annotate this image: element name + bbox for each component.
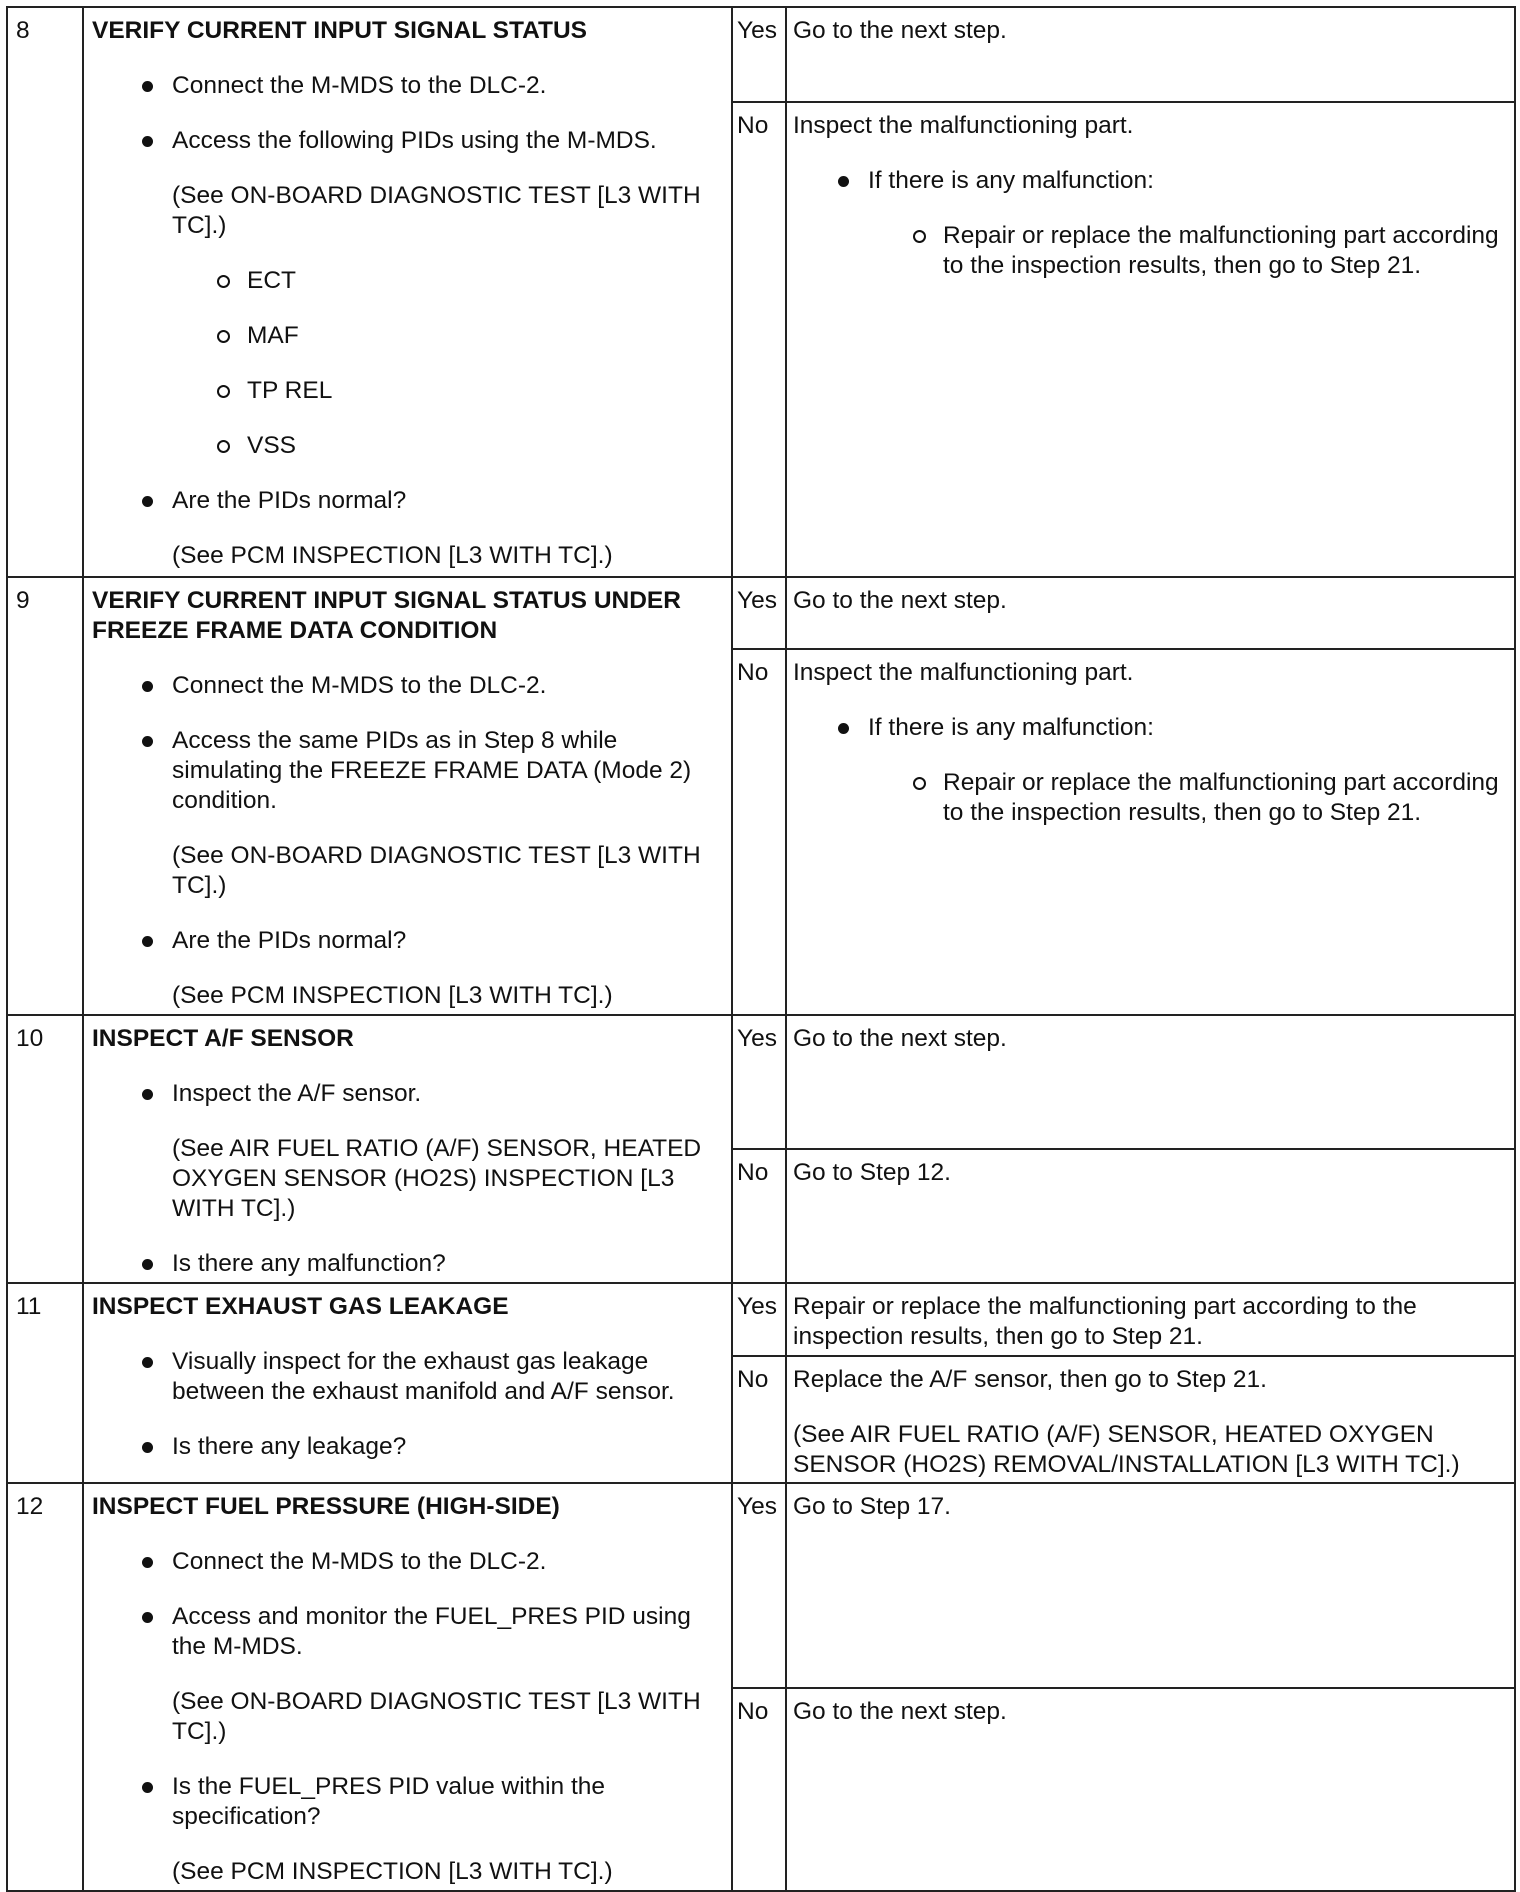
yes-label: Yes <box>732 1483 786 1688</box>
step-row-8-yes <box>7 7 1515 102</box>
action-text: Go to the next step. <box>793 1025 1007 1052</box>
yes-label: Yes <box>732 1283 786 1356</box>
action-bullet: If there is any malfunction: <box>868 166 1500 196</box>
step-title: INSPECT EXHAUST GAS LEAKAGE <box>92 1293 509 1320</box>
sub-bullet-item: TP REL <box>247 376 719 406</box>
yes-action <box>786 1283 1515 1356</box>
action-text: Replace the A/F sensor, then go to Step 21. <box>793 1366 1267 1393</box>
step-test-cell <box>83 1283 732 1483</box>
no-label: No <box>732 649 786 1015</box>
step-test-cell <box>83 1015 732 1283</box>
no-label: No <box>732 102 786 577</box>
bullet-item: Are the PIDs normal? <box>172 486 719 516</box>
step-row-10-yes <box>7 1015 1515 1149</box>
reference-note: (See PCM INSPECTION [L3 WITH TC].) <box>172 542 613 569</box>
bullet-item: Is there any malfunction? <box>172 1249 719 1279</box>
bullet-item: Access the same PIDs as in Step 8 while simulating the FREEZE FRAME DATA (Mode 2) condition. <box>172 726 719 816</box>
yes-label: Yes <box>732 7 786 102</box>
action-sub-bullet: Repair or replace the malfunctioning part according to the inspection results, then go to Step 21. <box>943 222 1499 279</box>
bullet-item: Is the FUEL_PRES PID value within the specification? <box>172 1772 719 1832</box>
diagnostic-step-table <box>6 6 1516 1892</box>
bullet-item: Access the following PIDs using the M-MDS. <box>172 126 719 156</box>
bullet-item: Is there any leakage? <box>172 1432 719 1462</box>
yes-label: Yes <box>732 1015 786 1149</box>
reference-note: (See PCM INSPECTION [L3 WITH TC].) <box>172 982 613 1009</box>
step-test-cell <box>83 1483 732 1891</box>
action-text: Inspect the malfunctioning part. <box>793 659 1134 686</box>
no-action <box>786 1356 1515 1483</box>
reference-note: (See ON-BOARD DIAGNOSTIC TEST [L3 WITH TC].) <box>172 1688 701 1745</box>
no-action <box>786 1149 1515 1283</box>
yes-action <box>786 577 1515 649</box>
bullet-item: Are the PIDs normal? <box>172 926 719 956</box>
action-text: Go to the next step. <box>793 17 1007 44</box>
no-label: No <box>732 1356 786 1483</box>
action-bullet: If there is any malfunction: <box>868 713 1500 743</box>
bullet-item: Visually inspect for the exhaust gas leakage between the exhaust manifold and A/F sensor. <box>172 1347 719 1407</box>
action-text: Repair or replace the malfunctioning part according to the inspection results, then go to Step 21. <box>793 1293 1417 1350</box>
yes-action <box>786 7 1515 102</box>
action-text: Go to Step 17. <box>793 1493 951 1520</box>
reference-note: (See ON-BOARD DIAGNOSTIC TEST [L3 WITH TC].) <box>172 842 701 899</box>
bullet-item: Connect the M-MDS to the DLC-2. <box>172 671 719 701</box>
no-action <box>786 102 1515 577</box>
step-number: 9 <box>7 577 83 1015</box>
diagnostic-procedure-page <box>6 6 1514 1888</box>
yes-label: Yes <box>732 577 786 649</box>
sub-bullet-item: MAF <box>247 321 719 351</box>
step-test-cell <box>83 577 732 1015</box>
bullet-item: Access and monitor the FUEL_PRES PID using the M-MDS. <box>172 1602 719 1662</box>
bullet-item: Inspect the A/F sensor. <box>172 1079 719 1109</box>
step-title: INSPECT FUEL PRESSURE (HIGH-SIDE) <box>92 1493 560 1520</box>
step-number: 11 <box>7 1283 83 1483</box>
action-sub-bullet: Repair or replace the malfunctioning part according to the inspection results, then go to Step 21. <box>943 769 1499 826</box>
step-number: 12 <box>7 1483 83 1891</box>
no-action <box>786 649 1515 1015</box>
action-text: Inspect the malfunctioning part. <box>793 112 1134 139</box>
no-action <box>786 1688 1515 1891</box>
reference-note: (See ON-BOARD DIAGNOSTIC TEST [L3 WITH TC].) <box>172 182 701 239</box>
step-number: 10 <box>7 1015 83 1283</box>
step-title: VERIFY CURRENT INPUT SIGNAL STATUS <box>92 17 588 44</box>
yes-action <box>786 1015 1515 1149</box>
no-label: No <box>732 1149 786 1283</box>
step-row-12-yes <box>7 1483 1515 1688</box>
step-row-11-yes <box>7 1283 1515 1356</box>
action-text: Go to the next step. <box>793 587 1007 614</box>
sub-bullet-item: VSS <box>247 431 719 461</box>
reference-note: (See AIR FUEL RATIO (A/F) SENSOR, HEATED OXYGEN SENSOR (HO2S) INSPECTION [L3 WITH TC].) <box>172 1135 702 1222</box>
step-title: INSPECT A/F SENSOR <box>92 1025 354 1052</box>
bullet-item: Connect the M-MDS to the DLC-2. <box>172 1547 719 1577</box>
no-label: No <box>732 1688 786 1891</box>
reference-note: (See PCM INSPECTION [L3 WITH TC].) <box>172 1858 613 1885</box>
step-number: 8 <box>7 7 83 577</box>
reference-note: (See AIR FUEL RATIO (A/F) SENSOR, HEATED OXYGEN SENSOR (HO2S) REMOVAL/INSTALLATION [L3 WITH TC].) <box>793 1421 1460 1478</box>
action-text: Go to the next step. <box>793 1698 1007 1725</box>
step-test-cell <box>83 7 732 577</box>
bullet-item: Connect the M-MDS to the DLC-2. <box>172 71 719 101</box>
step-title: VERIFY CURRENT INPUT SIGNAL STATUS UNDER FREEZE FRAME DATA CONDITION <box>92 587 681 644</box>
action-text: Go to Step 12. <box>793 1159 951 1186</box>
yes-action <box>786 1483 1515 1688</box>
sub-bullet-item: ECT <box>247 266 719 296</box>
step-row-9-yes <box>7 577 1515 649</box>
